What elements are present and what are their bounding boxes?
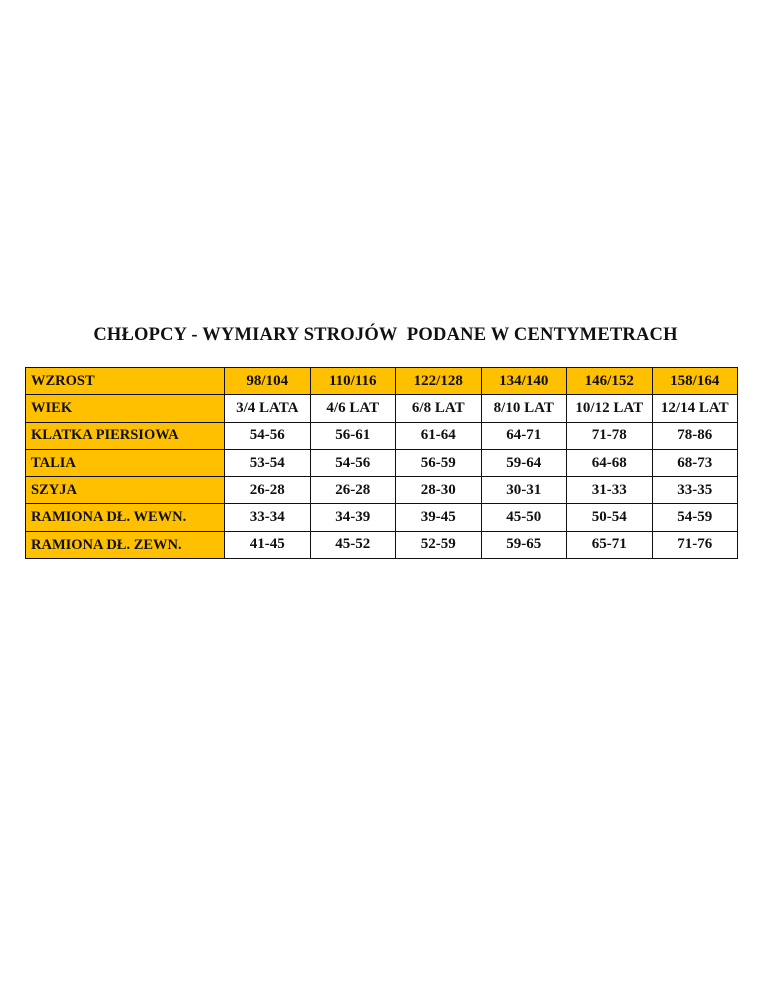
row-label: RAMIONA DŁ. WEWN. <box>26 504 225 531</box>
table-cell: 45-52 <box>310 531 396 558</box>
table-cell: 98/104 <box>225 368 311 395</box>
row-label: WZROST <box>26 368 225 395</box>
table-cell: 4/6 LAT <box>310 395 396 422</box>
table-cell: 61-64 <box>396 422 482 449</box>
table-cell: 78-86 <box>652 422 738 449</box>
table-row-talia <box>26 449 738 476</box>
table-cell: 41-45 <box>225 531 311 558</box>
table-cell: 6/8 LAT <box>396 395 482 422</box>
table-cell: 12/14 LAT <box>652 395 738 422</box>
table-cell: 71-78 <box>567 422 653 449</box>
table-cell: 134/140 <box>481 368 567 395</box>
table-cell: 54-56 <box>310 449 396 476</box>
table-row-wiek <box>26 395 738 422</box>
table-cell: 53-54 <box>225 449 311 476</box>
page-title: CHŁOPCY - WYMIARY STROJÓW PODANE W CENTYMETRACH <box>93 325 678 345</box>
table-cell: 110/116 <box>310 368 396 395</box>
table-cell: 68-73 <box>652 449 738 476</box>
table-cell: 64-71 <box>481 422 567 449</box>
table-cell: 50-54 <box>567 504 653 531</box>
row-label: TALIA <box>26 449 225 476</box>
table-cell: 26-28 <box>310 477 396 504</box>
table-row-ramiona-zewn <box>26 531 738 558</box>
table-cell: 39-45 <box>396 504 482 531</box>
table-row-wzrost <box>26 368 738 395</box>
table-cell: 31-33 <box>567 477 653 504</box>
table-row-klatka-piersiowa <box>26 422 738 449</box>
table-cell: 65-71 <box>567 531 653 558</box>
table-cell: 56-61 <box>310 422 396 449</box>
table-cell: 3/4 LATA <box>225 395 311 422</box>
table-cell: 45-50 <box>481 504 567 531</box>
row-label: WIEK <box>26 395 225 422</box>
row-label: KLATKA PIERSIOWA <box>26 422 225 449</box>
table-cell: 54-56 <box>225 422 311 449</box>
table-cell: 59-64 <box>481 449 567 476</box>
table-cell: 10/12 LAT <box>567 395 653 422</box>
table-cell: 34-39 <box>310 504 396 531</box>
table-cell: 158/164 <box>652 368 738 395</box>
table-cell: 56-59 <box>396 449 482 476</box>
row-label: SZYJA <box>26 477 225 504</box>
table-cell: 33-34 <box>225 504 311 531</box>
table-cell: 28-30 <box>396 477 482 504</box>
table-cell: 8/10 LAT <box>481 395 567 422</box>
table-cell: 59-65 <box>481 531 567 558</box>
table-cell: 54-59 <box>652 504 738 531</box>
table-cell: 71-76 <box>652 531 738 558</box>
table-row-szyja <box>26 477 738 504</box>
table-cell: 26-28 <box>225 477 311 504</box>
table-cell: 64-68 <box>567 449 653 476</box>
table-cell: 122/128 <box>396 368 482 395</box>
table-cell: 146/152 <box>567 368 653 395</box>
table-cell: 33-35 <box>652 477 738 504</box>
size-table <box>25 367 738 559</box>
row-label: RAMIONA DŁ. ZEWN. <box>26 531 225 558</box>
table-row-ramiona-wewn <box>26 504 738 531</box>
table-cell: 30-31 <box>481 477 567 504</box>
table-cell: 52-59 <box>396 531 482 558</box>
